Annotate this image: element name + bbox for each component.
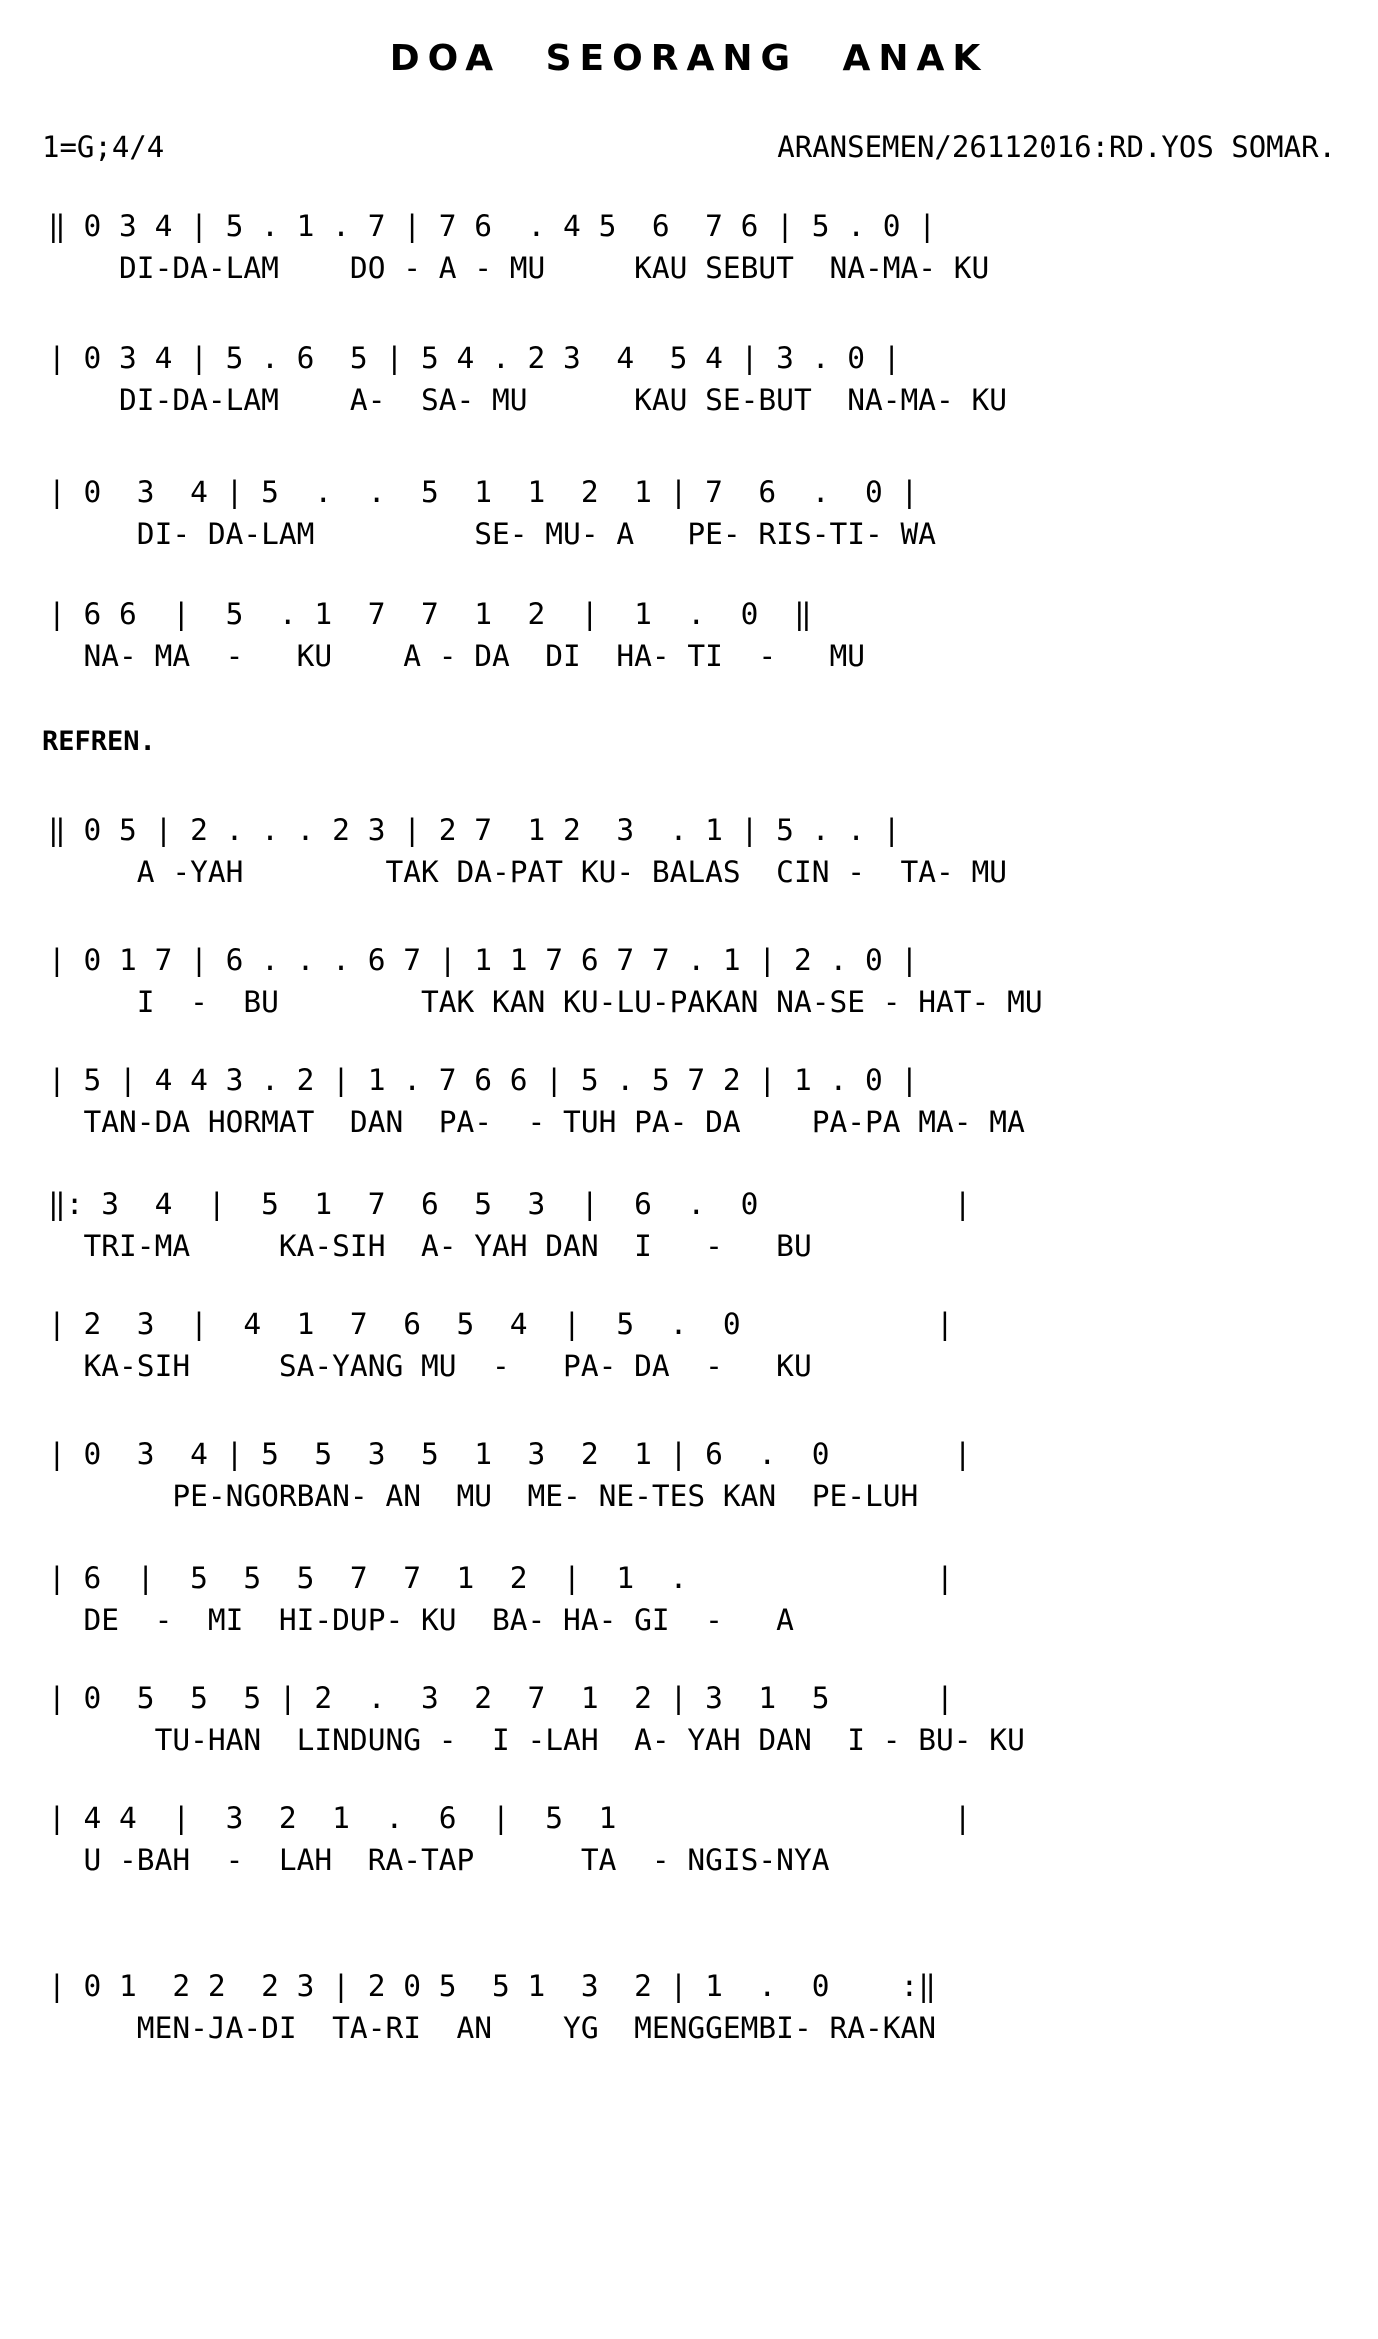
score-system-7 — [0, 1062, 1378, 1162]
score-system-12 — [0, 1680, 1378, 1780]
lyrics-line: PE-NGORBAN- AN MU ME- NE-TES KAN PE-LUH — [48, 1479, 919, 1513]
notation-line: | 0 5 5 5 | 2 . 3 2 7 1 2 | 3 1 5 | — [48, 1681, 954, 1715]
notation-line: | 0 1 2 2 2 3 | 2 0 5 5 1 3 2 | 1 . 0 :‖ — [48, 1969, 937, 2003]
notation-line: | 6 6 | 5 . 1 7 7 1 2 | 1 . 0 ‖ — [48, 597, 812, 631]
score-system-11 — [0, 1560, 1378, 1660]
lyrics-line: A -YAH TAK DA-PAT KU- BALAS CIN - TA- MU — [48, 855, 1008, 889]
lyrics-line: NA- MA - KU A - DA DI HA- TI - MU — [48, 639, 865, 673]
arrangement-credit: ARANSEMEN/26112016:RD.YOS SOMAR. — [777, 130, 1336, 164]
lyrics-line: TAN-DA HORMAT DAN PA- - TUH PA- DA PA-PA MA- MA — [48, 1105, 1025, 1139]
lyrics-line: DI-DA-LAM DO - A - MU KAU SEBUT NA-MA- KU — [48, 251, 990, 285]
key-signature: 1=G;4/4 — [42, 130, 165, 164]
song-title: DOA SEORANG ANAK — [389, 38, 989, 79]
score-system-5 — [0, 812, 1378, 912]
score-system-4 — [0, 596, 1378, 696]
lyrics-line: KA-SIH SA-YANG MU - PA- DA - KU — [48, 1349, 812, 1383]
notation-line: ‖ 0 3 4 | 5 . 1 . 7 | 7 6 . 4 5 6 7 6 | 5 . 0 | — [48, 209, 937, 243]
lyrics-line: DI-DA-LAM A- SA- MU KAU SE-BUT NA-MA- KU — [48, 383, 1008, 417]
lyrics-line: DE - MI HI-DUP- KU BA- HA- GI - A — [48, 1603, 794, 1637]
score-system-1 — [0, 208, 1378, 308]
score-system-8 — [0, 1186, 1378, 1286]
score-system-6 — [0, 942, 1378, 1042]
notation-line: | 0 1 7 | 6 . . . 6 7 | 1 1 7 6 7 7 . 1 | 2 . 0 | — [48, 943, 919, 977]
lyrics-line: U -BAH - LAH RA-TAP TA - NGIS-NYA — [48, 1843, 830, 1877]
lyrics-line: I - BU TAK KAN KU-LU-PAKAN NA-SE - HAT- MU — [48, 985, 1043, 1019]
score-system-2 — [0, 340, 1378, 440]
score-system-3 — [0, 474, 1378, 574]
lyrics-line: DI- DA-LAM SE- MU- A PE- RIS-TI- WA — [48, 517, 937, 551]
score-system-10 — [0, 1436, 1378, 1536]
notation-line: | 0 3 4 | 5 . . 5 1 1 2 1 | 7 6 . 0 | — [48, 475, 919, 509]
score-system-13 — [0, 1800, 1378, 1900]
notation-line: | 0 3 4 | 5 5 3 5 1 3 2 1 | 6 . 0 | — [48, 1437, 972, 1471]
score-system-14 — [0, 1968, 1378, 2068]
score-system-9 — [0, 1306, 1378, 1406]
lyrics-line: TRI-MA KA-SIH A- YAH DAN I - BU — [48, 1229, 812, 1263]
notation-line: | 4 4 | 3 2 1 . 6 | 5 1 | — [48, 1801, 972, 1835]
notation-line: | 2 3 | 4 1 7 6 5 4 | 5 . 0 | — [48, 1307, 954, 1341]
refren-label: REFREN. — [42, 726, 156, 757]
notation-line: | 6 | 5 5 5 7 7 1 2 | 1 . | — [48, 1561, 954, 1595]
lyrics-line: TU-HAN LINDUNG - I -LAH A- YAH DAN I - BU- KU — [48, 1723, 1025, 1757]
notation-line: ‖ 0 5 | 2 . . . 2 3 | 2 7 1 2 3 . 1 | 5 . . | — [48, 813, 901, 847]
notation-line: | 0 3 4 | 5 . 6 5 | 5 4 . 2 3 4 5 4 | 3 . 0 | — [48, 341, 901, 375]
lyrics-line: MEN-JA-DI TA-RI AN YG MENGGEMBI- RA-KAN — [48, 2011, 937, 2045]
notation-line: ‖: 3 4 | 5 1 7 6 5 3 | 6 . 0 | — [48, 1187, 972, 1221]
notation-line: | 5 | 4 4 3 . 2 | 1 . 7 6 6 | 5 . 5 7 2 | 1 . 0 | — [48, 1063, 919, 1097]
